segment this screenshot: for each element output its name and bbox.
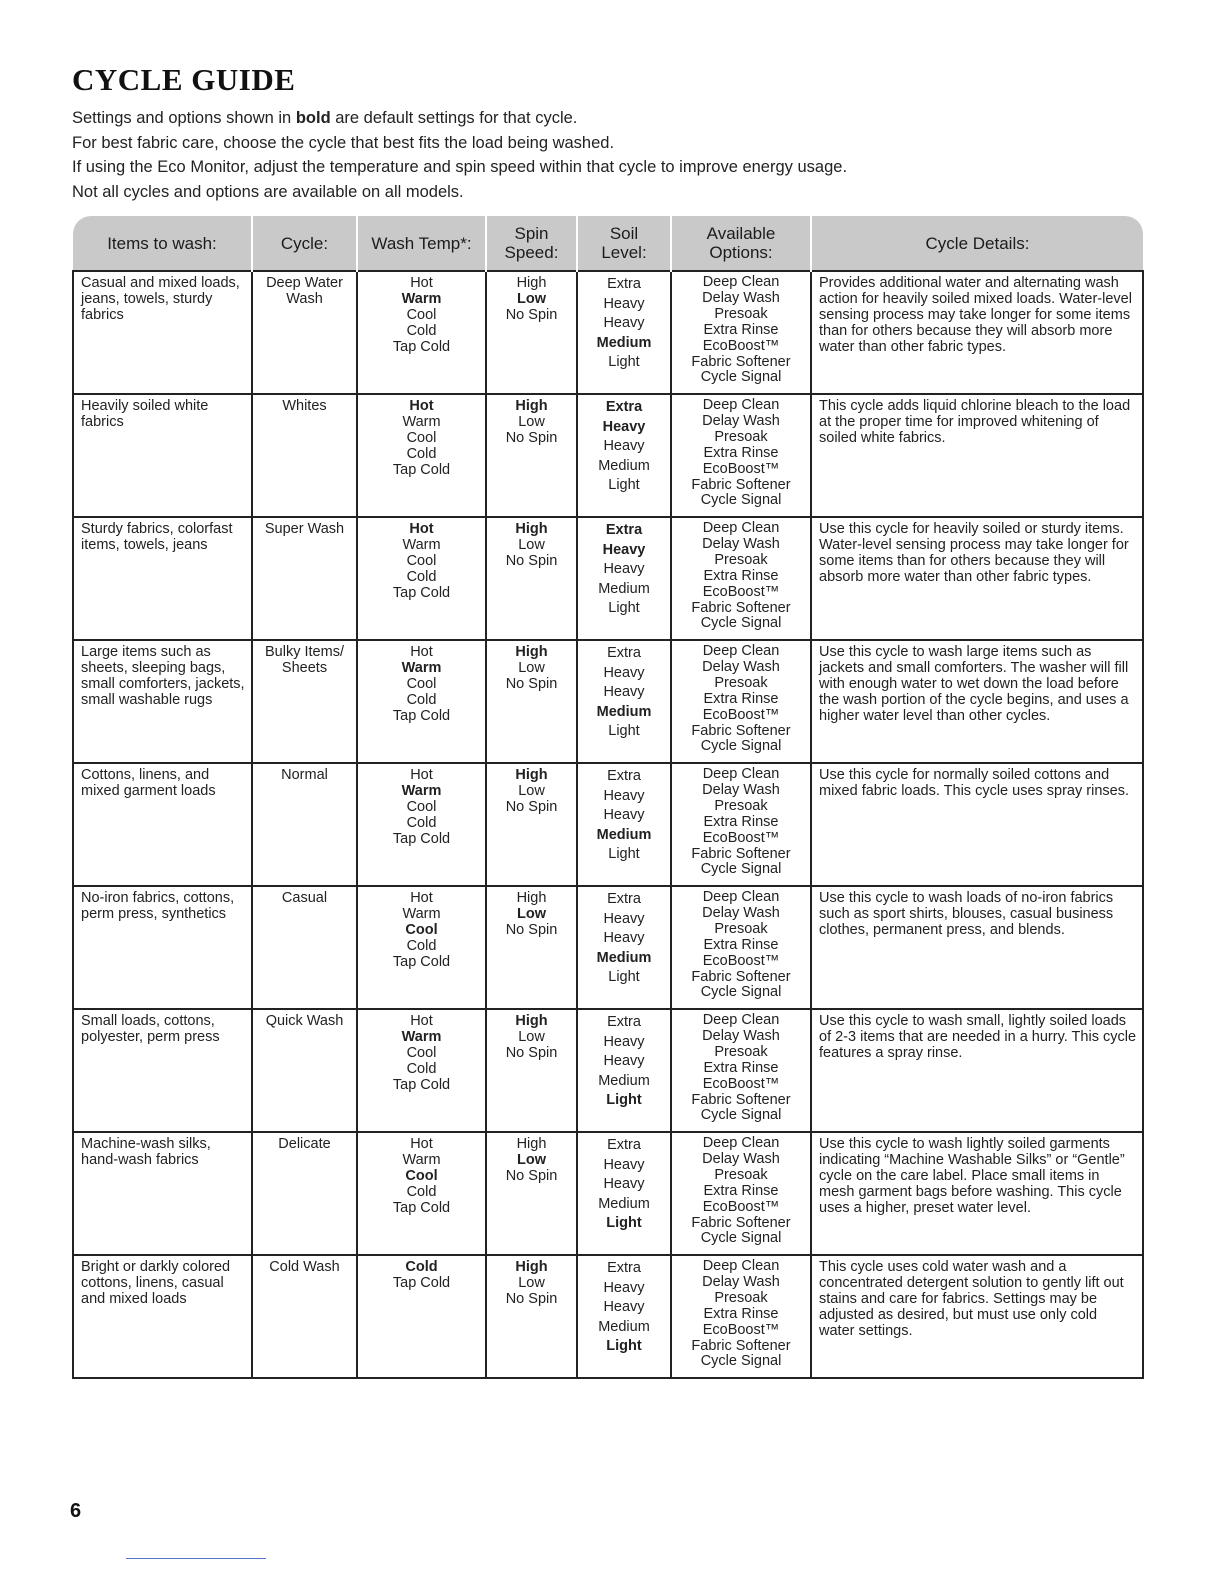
option-item: Delay Wash	[702, 412, 780, 429]
soil-level-cell-value: Extra	[605, 399, 643, 415]
available-options-cell	[671, 886, 811, 1009]
wash-temp-cell-value: Hot	[410, 1136, 433, 1152]
option-item: Deep Clean	[702, 1012, 780, 1028]
option-item: Extra Rinse	[703, 1305, 779, 1322]
intro-line-4: Not all cycles and options are available on all models.	[72, 182, 464, 201]
soil-level-cell-value: Heavy	[603, 561, 645, 577]
table-row	[73, 886, 1143, 1009]
wash-temp-cell-value: Warm	[401, 291, 442, 307]
soil-level-cell-value: Heavy	[603, 438, 645, 454]
wash-temp-cell-value: Tap Cold	[392, 954, 451, 970]
option-item: Fabric Softener	[691, 353, 791, 370]
wash-temp-cell-value: Hot	[410, 275, 433, 291]
spin-speed-cell-value: No Spin	[505, 430, 558, 446]
option-item: Cycle Signal	[700, 615, 782, 632]
option-item: Fabric Softener	[691, 1337, 791, 1354]
cycle-name-cell: Bulky Items/ Sheets	[252, 640, 357, 763]
soil-level-cell-value: Heavy	[603, 807, 645, 823]
option-item: Delay Wash	[702, 1027, 780, 1044]
option-item: Delay Wash	[702, 1150, 780, 1167]
available-options-cell	[671, 394, 811, 517]
wash-temp-cell-value: Cool	[406, 553, 437, 569]
cycle-details-cell: Use this cycle for normally soiled cottons and mixed fabric loads. This cycle uses spray rinses.	[811, 763, 1143, 886]
option-item: Fabric Softener	[691, 1214, 791, 1231]
soil-level-cell	[577, 271, 671, 394]
cycle-details-cell: Use this cycle to wash loads of no-iron fabrics such as sport shirts, blouses, casual business clothes, permanent press, and blends.	[811, 886, 1143, 1009]
cycle-details-cell: Provides additional water and alternating wash action for heavily soiled mixed loads. Water-level sensing process may take longer for some items than for others because they will absorb more water than other fabric types.	[811, 271, 1143, 394]
option-item: Extra Rinse	[703, 813, 779, 830]
spin-speed-cell-value: No Spin	[505, 799, 558, 815]
option-item: Delay Wash	[702, 1273, 780, 1290]
option-item: Deep Clean	[702, 397, 780, 413]
page-title: CYCLE GUIDE	[72, 62, 296, 97]
page-number: 6	[70, 1500, 82, 1522]
soil-level-cell-value: Light	[606, 1338, 642, 1354]
cycle-name-cell: Casual	[252, 886, 357, 1009]
wash-temp-cell-value: Warm	[401, 660, 442, 676]
soil-level-cell	[577, 517, 671, 640]
spin-speed-cell	[486, 394, 577, 517]
soil-level-cell-value: Light	[608, 354, 640, 370]
cycle-name-cell: Normal	[252, 763, 357, 886]
option-item: EcoBoost™	[702, 1321, 780, 1338]
header-cycle-details: Cycle Details:	[811, 216, 1143, 271]
header-wash-temp: Wash Temp*:	[357, 216, 486, 271]
option-item: EcoBoost™	[702, 460, 780, 477]
wash-temp-cell-value: Cold	[406, 692, 437, 708]
option-item: Deep Clean	[702, 643, 780, 659]
soil-level-cell-value: Extra	[607, 1137, 641, 1153]
wash-temp-cell-value: Hot	[410, 767, 433, 783]
spin-speed-cell-value: No Spin	[505, 1045, 558, 1061]
wash-temp-cell-value: Cool	[406, 799, 437, 815]
soil-level-cell-value: Heavy	[603, 787, 645, 804]
table-row	[73, 1255, 1143, 1378]
intro-line-3: If using the Eco Monitor, adjust the temperature and spin speed within that cycle to improve energy usage.	[72, 158, 848, 176]
soil-level-cell-value: Heavy	[603, 684, 645, 700]
option-item: EcoBoost™	[702, 1198, 780, 1215]
spin-speed-cell-value: No Spin	[505, 307, 558, 323]
option-item: Delay Wash	[702, 289, 780, 306]
option-item: Fabric Softener	[691, 1091, 791, 1108]
soil-level-cell-value: Heavy	[603, 930, 645, 946]
soil-level-cell-value: Heavy	[603, 315, 645, 331]
option-item: Extra Rinse	[703, 1182, 779, 1199]
wash-temp-cell	[357, 1009, 486, 1132]
wash-temp-cell-value: Cool	[406, 676, 437, 692]
wash-temp-cell-value: Cool	[406, 430, 437, 446]
spin-speed-cell-value: High	[516, 890, 547, 906]
wash-temp-cell	[357, 271, 486, 394]
cycle-details-cell: This cycle adds liquid chlorine bleach to the load at the proper time for improved whitening of soiled white fabrics.	[811, 394, 1143, 517]
items-to-wash-cell: No-iron fabrics, cottons, perm press, synthetics	[73, 886, 252, 1009]
available-options-cell	[671, 1009, 811, 1132]
soil-level-cell-value: Heavy	[602, 541, 646, 558]
spin-speed-cell-value: Low	[517, 1152, 546, 1168]
soil-level-cell-value: Extra	[607, 891, 641, 907]
header-cycle: Cycle:	[252, 216, 357, 271]
option-item: Cycle Signal	[700, 738, 782, 755]
cycle-name-cell: Cold Wash	[252, 1255, 357, 1378]
header-soil-level: Soil Level:	[577, 216, 671, 271]
spin-speed-cell-value: Low	[518, 414, 545, 430]
soil-level-cell-value: Light	[608, 969, 640, 985]
option-item: Extra Rinse	[703, 321, 779, 338]
wash-temp-cell-value: Cold	[405, 1259, 438, 1275]
spin-speed-cell-value: High	[515, 521, 548, 537]
soil-level-cell-value: Heavy	[603, 1033, 645, 1050]
soil-level-cell-value: Medium	[596, 334, 652, 351]
wash-temp-cell-value: Warm	[402, 1152, 441, 1168]
option-item: Presoak	[714, 1289, 768, 1306]
option-item: Cycle Signal	[700, 1230, 782, 1247]
option-item: Extra Rinse	[703, 567, 779, 584]
wash-temp-cell	[357, 394, 486, 517]
spin-speed-cell-value: No Spin	[505, 553, 558, 569]
soil-level-cell-value: Extra	[607, 645, 641, 661]
soil-level-cell-value: Medium	[598, 457, 650, 474]
soil-level-cell	[577, 394, 671, 517]
soil-level-cell-value: Light	[608, 477, 640, 493]
spin-speed-cell-value: Low	[518, 537, 545, 553]
option-item: Delay Wash	[702, 535, 780, 552]
soil-level-cell-value: Extra	[607, 276, 641, 292]
soil-level-cell	[577, 640, 671, 763]
spin-speed-cell-value: High	[516, 1136, 547, 1152]
soil-level-cell-value: Heavy	[603, 295, 645, 312]
option-item: Deep Clean	[702, 1135, 780, 1151]
option-item: Extra Rinse	[703, 936, 779, 953]
spin-speed-cell-value: Low	[518, 1275, 545, 1291]
option-item: Deep Clean	[702, 274, 780, 290]
soil-level-cell-value: Heavy	[602, 418, 646, 435]
option-item: Deep Clean	[702, 766, 780, 782]
spin-speed-cell-value: High	[515, 644, 548, 660]
option-item: EcoBoost™	[702, 1075, 780, 1092]
option-item: EcoBoost™	[702, 583, 780, 600]
wash-temp-cell-value: Warm	[401, 783, 442, 799]
available-options-cell	[671, 1255, 811, 1378]
option-item: EcoBoost™	[702, 706, 780, 723]
header-spin-speed: Spin Speed:	[486, 216, 577, 271]
option-item: Cycle Signal	[700, 1353, 782, 1370]
option-item: Delay Wash	[702, 781, 780, 798]
soil-level-cell-value: Heavy	[603, 1176, 645, 1192]
soil-level-cell-value: Extra	[607, 1014, 641, 1030]
option-item: EcoBoost™	[702, 952, 780, 969]
header-available-options: Available Options:	[671, 216, 811, 271]
option-item: Cycle Signal	[700, 492, 782, 509]
table-row	[73, 763, 1143, 886]
cycle-details-cell: This cycle uses cold water wash and a concentrated detergent solution to gently lift out stains and care for fabrics. Settings may be adjusted as desired, but must use only cold water settings.	[811, 1255, 1143, 1378]
intro-text	[72, 106, 1152, 204]
wash-temp-cell-value: Hot	[410, 1013, 433, 1029]
option-item: Presoak	[714, 1166, 768, 1183]
soil-level-cell-value: Heavy	[603, 664, 645, 681]
spin-speed-cell-value: No Spin	[505, 922, 558, 938]
table-row	[73, 517, 1143, 640]
soil-level-cell-value: Heavy	[603, 1156, 645, 1173]
footer-rule	[126, 1558, 266, 1559]
soil-level-cell	[577, 1009, 671, 1132]
spin-speed-cell	[486, 886, 577, 1009]
spin-speed-cell-value: High	[515, 1259, 548, 1275]
option-item: Extra Rinse	[703, 690, 779, 707]
wash-temp-cell-value: Tap Cold	[392, 1077, 451, 1093]
option-item: Delay Wash	[702, 658, 780, 675]
wash-temp-cell-value: Cold	[406, 323, 437, 339]
wash-temp-cell-value: Cold	[406, 1184, 437, 1200]
soil-level-cell-value: Light	[606, 1092, 642, 1108]
spin-speed-cell-value: No Spin	[505, 676, 558, 692]
wash-temp-cell-value: Tap Cold	[392, 339, 451, 355]
wash-temp-cell	[357, 640, 486, 763]
wash-temp-cell	[357, 1132, 486, 1255]
cycle-name-cell: Whites	[252, 394, 357, 517]
soil-level-cell	[577, 1255, 671, 1378]
soil-level-cell	[577, 1132, 671, 1255]
spin-speed-cell-value: High	[515, 1013, 548, 1029]
soil-level-cell-value: Light	[608, 600, 640, 616]
option-item: Fabric Softener	[691, 968, 791, 985]
spin-speed-cell	[486, 1132, 577, 1255]
wash-temp-cell-value: Warm	[402, 414, 441, 430]
items-to-wash-cell: Casual and mixed loads, jeans, towels, sturdy fabrics	[73, 271, 252, 394]
soil-level-cell-value: Medium	[598, 1318, 650, 1335]
option-item: Deep Clean	[702, 1258, 780, 1274]
option-item: Delay Wash	[702, 904, 780, 921]
wash-temp-cell-value: Tap Cold	[392, 585, 451, 601]
option-item: Fabric Softener	[691, 722, 791, 739]
wash-temp-cell-value: Cold	[406, 815, 437, 831]
soil-level-cell-value: Extra	[605, 522, 643, 538]
table-row	[73, 640, 1143, 763]
wash-temp-cell-value: Cool	[406, 307, 437, 323]
items-to-wash-cell: Large items such as sheets, sleeping bags, small comforters, jackets, small washable rugs	[73, 640, 252, 763]
wash-temp-cell-value: Tap Cold	[392, 708, 451, 724]
items-to-wash-cell: Heavily soiled white fabrics	[73, 394, 252, 517]
table-header-row	[73, 216, 1143, 271]
option-item: Presoak	[714, 1043, 768, 1060]
soil-level-cell	[577, 763, 671, 886]
spin-speed-cell-value: Low	[518, 783, 545, 799]
intro-line-2: For best fabric care, choose the cycle that best fits the load being washed.	[72, 133, 615, 152]
option-item: Presoak	[714, 551, 768, 568]
spin-speed-cell-value: High	[515, 767, 548, 783]
table-body	[73, 271, 1143, 1378]
soil-level-cell-value: Light	[608, 723, 640, 739]
spin-speed-cell-value: High	[516, 275, 547, 291]
option-item: Cycle Signal	[700, 1107, 782, 1124]
available-options-cell	[671, 640, 811, 763]
wash-temp-cell-value: Warm	[402, 906, 441, 922]
option-item: Fabric Softener	[691, 845, 791, 862]
wash-temp-cell-value: Cold	[406, 1061, 437, 1077]
cycle-details-cell: Use this cycle to wash small, lightly soiled loads of 2-3 items that are needed in a hurry. This cycle features a spray rinse.	[811, 1009, 1143, 1132]
table-row	[73, 1132, 1143, 1255]
soil-level-cell-value: Extra	[607, 768, 641, 784]
soil-level-cell-value: Medium	[596, 949, 652, 966]
items-to-wash-cell: Machine-wash silks, hand-wash fabrics	[73, 1132, 252, 1255]
option-item: Presoak	[714, 674, 768, 691]
soil-level-cell-value: Medium	[598, 580, 650, 597]
option-item: Presoak	[714, 428, 768, 445]
cycle-guide-table	[72, 216, 1144, 1379]
option-item: EcoBoost™	[702, 829, 780, 846]
wash-temp-cell-value: Cold	[406, 446, 437, 462]
items-to-wash-cell: Small loads, cottons, polyester, perm press	[73, 1009, 252, 1132]
wash-temp-cell-value: Warm	[402, 537, 441, 553]
soil-level-cell-value: Heavy	[603, 910, 645, 927]
wash-temp-cell-value: Tap Cold	[392, 1200, 451, 1216]
soil-level-cell-value: Heavy	[603, 1299, 645, 1315]
available-options-cell	[671, 1132, 811, 1255]
soil-level-cell-value: Medium	[596, 826, 652, 843]
intro-line-1: Settings and options shown in bold are default settings for that cycle.	[72, 109, 578, 127]
cycle-details-cell: Use this cycle to wash large items such as jackets and small comforters. The washer will fill with enough water to wet down the load before the wash portion of the cycle begins, and uses a higher water level than other cycles.	[811, 640, 1143, 763]
option-item: Presoak	[714, 305, 768, 322]
soil-level-cell-value: Medium	[598, 1072, 650, 1089]
spin-speed-cell-value: Low	[517, 906, 546, 922]
items-to-wash-cell: Cottons, linens, and mixed garment loads	[73, 763, 252, 886]
cycle-name-cell: Deep Water Wash	[252, 271, 357, 394]
option-item: Fabric Softener	[691, 476, 791, 493]
option-item: Extra Rinse	[703, 1059, 779, 1076]
cycle-name-cell: Quick Wash	[252, 1009, 357, 1132]
wash-temp-cell-value: Warm	[401, 1029, 442, 1045]
spin-speed-cell-value: Low	[517, 291, 546, 307]
soil-level-cell-value: Light	[608, 846, 640, 862]
available-options-cell	[671, 763, 811, 886]
wash-temp-cell-value: Cool	[405, 922, 438, 938]
option-item: Cycle Signal	[700, 369, 782, 386]
option-item: Extra Rinse	[703, 444, 779, 461]
wash-temp-cell	[357, 886, 486, 1009]
soil-level-cell-value: Heavy	[603, 1053, 645, 1069]
wash-temp-cell-value: Tap Cold	[392, 831, 451, 847]
option-item: Fabric Softener	[691, 599, 791, 616]
table-row	[73, 271, 1143, 394]
available-options-cell	[671, 271, 811, 394]
cycle-details-cell: Use this cycle to wash lightly soiled garments indicating “Machine Washable Silks” or “Gentle” cycle on the care label. Place small items in mesh garment bags before washing. This cycle uses a higher, preset water level.	[811, 1132, 1143, 1255]
soil-level-cell	[577, 886, 671, 1009]
spin-speed-cell	[486, 1255, 577, 1378]
wash-temp-cell-value: Cool	[406, 1045, 437, 1061]
spin-speed-cell-value: Low	[518, 1029, 545, 1045]
header-items: Items to wash:	[73, 216, 252, 271]
spin-speed-cell-value: No Spin	[505, 1291, 558, 1307]
table-row	[73, 1009, 1143, 1132]
soil-level-cell-value: Light	[606, 1215, 642, 1231]
wash-temp-cell-value: Cool	[405, 1168, 438, 1184]
spin-speed-cell-value: High	[515, 398, 548, 414]
spin-speed-cell-value: Low	[518, 660, 545, 676]
wash-temp-cell	[357, 1255, 486, 1378]
spin-speed-cell	[486, 640, 577, 763]
wash-temp-cell-value: Hot	[409, 398, 434, 414]
wash-temp-cell-value: Hot	[410, 890, 433, 906]
items-to-wash-cell: Sturdy fabrics, colorfast items, towels, jeans	[73, 517, 252, 640]
wash-temp-cell-value: Hot	[409, 521, 434, 537]
cycle-name-cell: Super Wash	[252, 517, 357, 640]
wash-temp-cell	[357, 517, 486, 640]
soil-level-cell-value: Medium	[598, 1195, 650, 1212]
wash-temp-cell-value: Tap Cold	[392, 462, 451, 478]
spin-speed-cell	[486, 1009, 577, 1132]
spin-speed-cell	[486, 517, 577, 640]
option-item: Cycle Signal	[700, 984, 782, 1001]
option-item: Cycle Signal	[700, 861, 782, 878]
spin-speed-cell	[486, 763, 577, 886]
spin-speed-cell-value: No Spin	[505, 1168, 558, 1184]
soil-level-cell-value: Heavy	[603, 1279, 645, 1296]
wash-temp-cell-value: Cold	[406, 938, 437, 954]
available-options-cell	[671, 517, 811, 640]
items-to-wash-cell: Bright or darkly colored cottons, linens, casual and mixed loads	[73, 1255, 252, 1378]
soil-level-cell-value: Extra	[607, 1260, 641, 1276]
table-row	[73, 394, 1143, 517]
wash-temp-cell-value: Tap Cold	[392, 1275, 451, 1291]
wash-temp-cell	[357, 763, 486, 886]
option-item: Deep Clean	[702, 889, 780, 905]
option-item: EcoBoost™	[702, 337, 780, 354]
wash-temp-cell-value: Cold	[406, 569, 437, 585]
option-item: Presoak	[714, 920, 768, 937]
soil-level-cell-value: Medium	[596, 703, 652, 720]
wash-temp-cell-value: Hot	[410, 644, 433, 660]
spin-speed-cell	[486, 271, 577, 394]
option-item: Presoak	[714, 797, 768, 814]
cycle-details-cell: Use this cycle for heavily soiled or sturdy items. Water-level sensing process may take longer for some items than for others because they will absorb more water than other fabric types.	[811, 517, 1143, 640]
cycle-name-cell: Delicate	[252, 1132, 357, 1255]
option-item: Deep Clean	[702, 520, 780, 536]
